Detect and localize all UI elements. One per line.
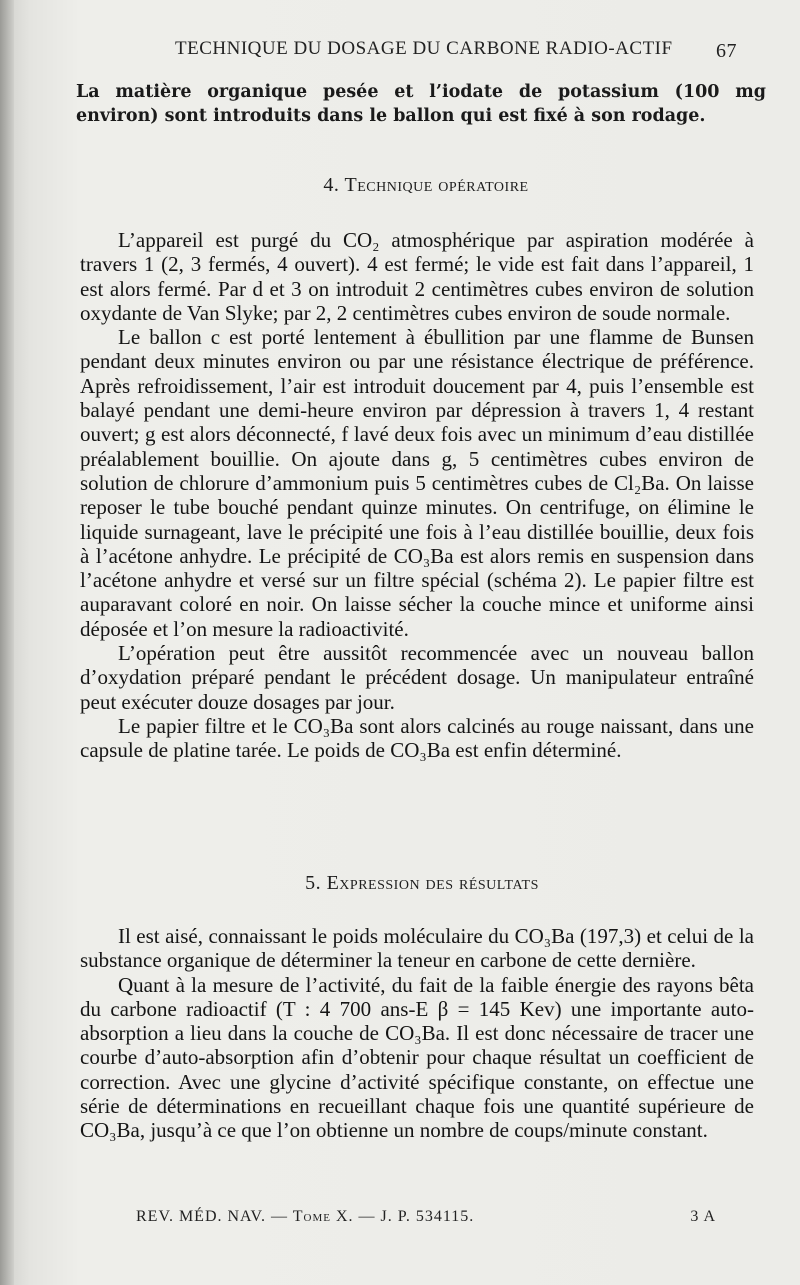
section-5-body xyxy=(80,924,754,1143)
section-4-body xyxy=(80,228,754,763)
page-number: 67 xyxy=(716,40,737,62)
section-5-heading xyxy=(22,872,800,895)
section-4-paragraph-2: Le ballon c est porté lentement à ébullition par une flamme de Bunsen pendant deux minutes environ ou par une résistance électrique de préférence. Après refroidissement, l’air est introduit doucement par 4, puis l’ensemble est balayé pendant une demi-heure environ par dépression à travers 1, 4 restant ouvert; g est alors déconnecté, f lavé deux fois avec un minimum d’eau distillée préalablement bouillie. On ajoute dans g, 5 centimètres cubes environ de solution de chlorure d’ammonium puis 5 centimètres cubes de Cl₂Ba. On laisse reposer le tube bouché pendant quinze minutes. On centrifuge, on élimine le liquide surnageant, lave le précipité une fois à l’eau distillée bouillie, deux fois à l’acétone anhydre. Le précipité de CO₃Ba est alors remis en suspension dans l’acétone anhydre et versé sur un filtre spécial (schéma 2). Le papier filtre est auparavant coloré en noir. On laisse sécher la couche mince et uniforme ainsi déposée et l’on mesure la radioactivité. xyxy=(80,325,754,641)
section-5-title: Expression des résultats xyxy=(326,872,539,894)
section-4-heading xyxy=(26,174,800,197)
journal-citation: REV. MÉD. NAV. — Tome X. — J. P. 534115. xyxy=(136,1208,475,1225)
section-4-paragraph-1: L’appareil est purgé du CO₂ atmosphérique par aspiration modérée à travers 1 (2, 3 fermés, 4 ouvert). 4 est fermé; le vide est fait dans l’appareil, 1 est alors fermé. Par d et 3 on introduit 2 centimètres cubes environ de solution oxydante de Van Slyke; par 2, 2 centimètres cubes environ de soude normale. xyxy=(80,228,754,325)
intro-paragraph: La matière organique pesée et l’iodate de potassium (100 mg environ) sont introduits dans le ballon qui est fixé à son rodage. xyxy=(76,82,766,126)
section-5-number: 5. xyxy=(305,872,322,894)
section-5-paragraph-2: Quant à la mesure de l’activité, du fait de la faible énergie des rayons bêta du carbone radioactif (T : 4 700 ans-E β = 145 Kev) une importante auto-absorption a lieu dans la couche de CO₃Ba. Il est donc nécessaire de tracer une courbe d’auto-absorption afin d’obtenir pour chaque résultat un coefficient de correction. Avec une glycine d’activité spécifique constante, on effectue une série de déterminations en recueillant chaque fois une quantité supérieure de CO₃Ba, jusqu’à ce que l’on obtienne un nombre de coups/minute constant. xyxy=(80,972,754,1143)
section-4-paragraph-3: L’opération peut être aussitôt recommencée avec un nouveau ballon d’oxydation préparé pendant le précédent dosage. Un manipulateur entraîné peut exécuter douze dosages par jour. xyxy=(80,641,754,714)
section-5-paragraph-1: Il est aisé, connaissant le poids moléculaire du CO₃Ba (197,3) et celui de la substance organique de déterminer la teneur en carbone de cette dernière. xyxy=(80,924,754,973)
section-4-paragraph-4: Le papier filtre et le CO₃Ba sont alors calcinés au rouge naissant, dans une capsule de platine tarée. Le poids de CO₃Ba est enfin déterminé. xyxy=(80,713,754,763)
running-title: TECHNIQUE DU DOSAGE DU CARBONE RADIO-ACTIF xyxy=(175,38,673,59)
section-4-number: 4. xyxy=(323,174,340,196)
signature-mark: 3 A xyxy=(690,1208,716,1225)
page-footer xyxy=(136,1208,716,1226)
section-4-title: Technique opératoire xyxy=(344,174,529,196)
